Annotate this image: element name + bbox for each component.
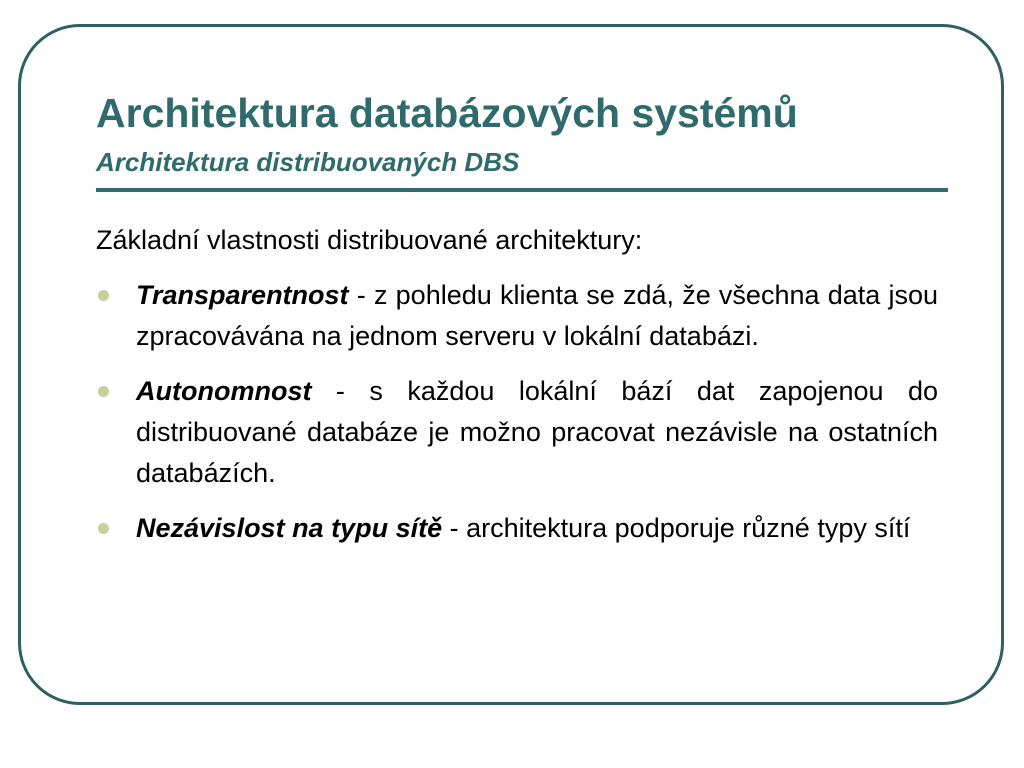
bullet-text: - architektura podporuje různé typy sítí [442, 513, 911, 543]
bullet-item-autonomnost [96, 371, 938, 494]
bullet-text: - z pohledu klienta se zdá, že všechna data jsou zpracovávána na jednom serveru v lokální databázi. [136, 280, 938, 351]
bullet-term: Autonomnost [136, 376, 312, 406]
bullet-dot-icon [98, 523, 109, 534]
bullet-dot-icon [98, 386, 109, 397]
bullet-term: Nezávislost na typu sítě [136, 513, 443, 543]
bullet-text: - s každou lokální bází dat zapojenou do distribuované databáze je možno pracovat nezávisle na ostatních databázích. [136, 376, 938, 488]
bullet-list [96, 275, 938, 549]
slide-title: Architektura databázových systémů [96, 90, 798, 136]
bullet-dot-icon [98, 290, 109, 301]
slide-subtitle: Architektura distribuovaných DBS [96, 147, 520, 177]
intro-text: Základní vlastnosti distribuované architektury: [96, 225, 643, 255]
slide-body [96, 220, 938, 563]
title-divider [96, 188, 948, 192]
bullet-term: Transparentnost [136, 280, 349, 310]
bullet-item-nezavislost [96, 508, 938, 549]
bullet-item-transparentnost [96, 275, 938, 357]
